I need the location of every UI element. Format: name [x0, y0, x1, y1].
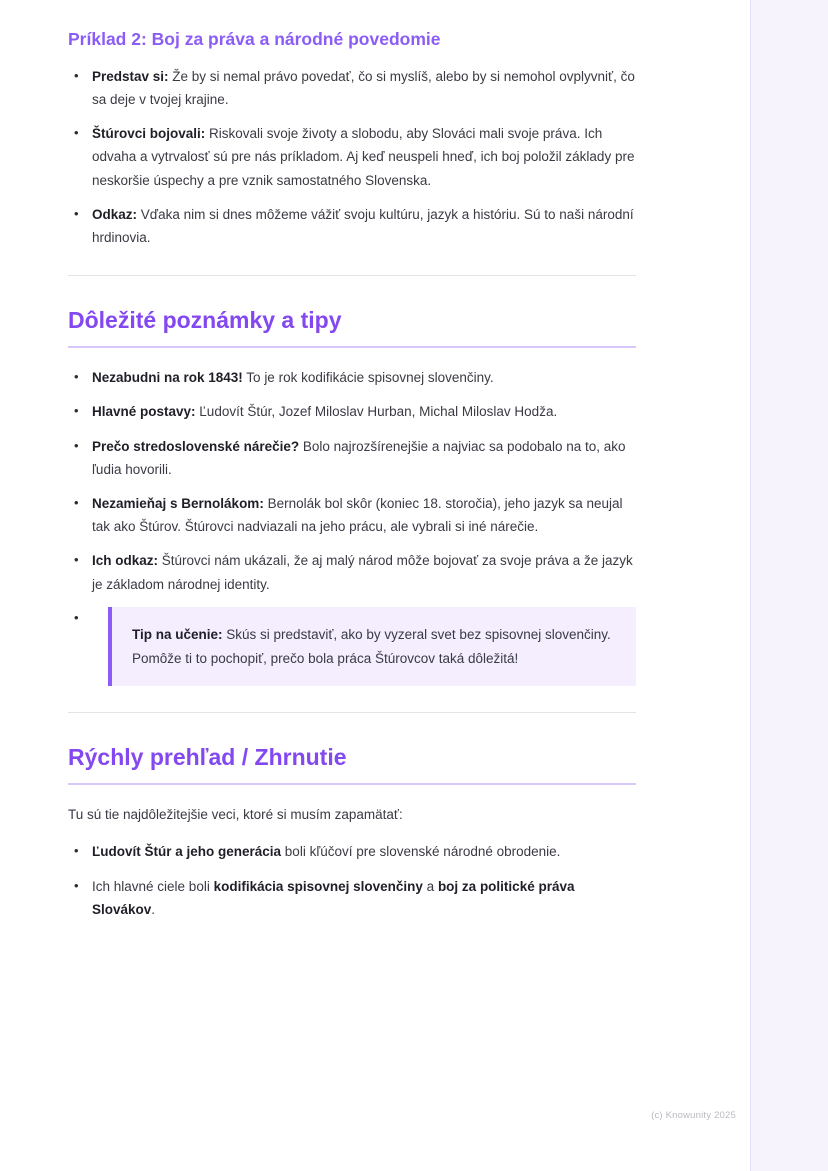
section-divider — [68, 712, 636, 713]
list-item-lead: Nezamieňaj s Bernolákom: — [92, 496, 264, 512]
bullet-icon: • — [74, 205, 79, 221]
list-item-lead: kodifikácia spisovnej slovenčiny — [213, 878, 423, 894]
tip-callout — [108, 607, 636, 686]
list-item — [74, 400, 636, 423]
bullet-icon: • — [74, 369, 79, 385]
section3-list — [68, 840, 636, 921]
list-item-text: Ľudovít Štúr, Jozef Miloslav Hurban, Michal Miloslav Hodža. — [195, 404, 558, 420]
section1-list — [68, 65, 636, 250]
list-item-text: Riskovali svoje životy a slobodu, aby Slováci mali svoje práva. Ich odvaha a vytrvalosť sú pre nás príkladom. Aj keď neuspeli hneď, ich boj položil základy pre neskoršie úspechy a pre vznik samostatného Slovenska. — [92, 126, 635, 188]
bullet-icon: • — [74, 67, 79, 83]
section1-heading: Príklad 2: Boj za práva a národné povedomie — [68, 29, 441, 49]
list-item — [74, 122, 636, 192]
list-item-pre: Ich hlavné ciele boli — [92, 878, 214, 894]
section-rychly-prehlad — [68, 743, 636, 921]
list-item — [74, 366, 636, 389]
list-item-lead: Hlavné postavy: — [92, 404, 196, 420]
section-divider — [68, 275, 636, 276]
bullet-icon: • — [74, 877, 79, 893]
section-priklad-2 — [68, 28, 636, 249]
list-item — [74, 875, 636, 921]
list-item-text: Štúrovci nám ukázali, že aj malý národ môže bojovať za svoje práva a že jazyk je základom národnej identity. — [92, 553, 633, 592]
list-item-text: . — [151, 901, 156, 917]
bullet-icon: • — [74, 403, 79, 419]
list-item-text: Že by si nemal právo povedať, čo si myslíš, alebo by si nemohol ovplyvniť, čo sa deje v tvojej krajine. — [92, 68, 635, 107]
section3-heading: Rýchly prehľad / Zhrnutie — [68, 744, 347, 771]
list-item — [74, 549, 636, 595]
section2-list — [68, 366, 636, 686]
bullet-icon: • — [74, 495, 79, 511]
list-item — [74, 840, 636, 863]
list-item-text: Vďaka nim si dnes môžeme vážiť svoju kultúru, jazyk a históriu. Sú to naši národní hrdinovia. — [92, 206, 634, 246]
list-item-lead: Nezabudni na rok 1843! — [92, 370, 243, 386]
section-dolezite-poznamky — [68, 306, 636, 686]
document-content — [68, 28, 636, 932]
list-item — [74, 492, 636, 538]
section2-heading: Dôležité poznámky a tipy — [68, 307, 342, 334]
bullet-icon: • — [74, 437, 79, 453]
list-item-lead: Prečo stredoslovenské nárečie? — [92, 438, 300, 454]
list-item-text: Bolo najrozšírenejšie a najviac sa podobalo na to, ako ľudia hovorili. — [92, 438, 626, 477]
list-item — [74, 203, 636, 249]
list-item-lead-2: boj za politické práva Slovákov — [92, 878, 575, 917]
list-item-mid: a — [422, 878, 438, 894]
list-item-tip — [74, 607, 636, 686]
page-side-rail — [750, 0, 828, 1171]
copyright-footer: (c) Knowunity 2025 — [651, 1110, 736, 1121]
list-item-lead: Odkaz: — [92, 206, 138, 222]
list-item — [74, 435, 636, 481]
list-item-text: boli kľúčoví pre slovenské národné obrodenie. — [281, 844, 561, 860]
bullet-icon: • — [74, 125, 79, 141]
list-item-lead: Predstav si: — [92, 68, 169, 84]
tip-lead: Tip na učenie: — [132, 626, 223, 642]
section3-intro: Tu sú tie najdôležitejšie veci, ktoré si musím zapamätať: — [68, 807, 403, 823]
list-item-lead: Štúrovci bojovali: — [92, 126, 206, 142]
list-item-text: To je rok kodifikácie spisovnej slovenčiny. — [242, 370, 494, 386]
list-item-text: Bernolák bol skôr (koniec 18. storočia), jeho jazyk sa neujal tak ako Štúrov. Štúrovci nadviazali na jeho prácu, ale vybrali si iné nárečie. — [92, 496, 623, 535]
list-item-lead: Ich odkaz: — [92, 553, 159, 569]
tip-text: Skús si predstaviť, ako by vyzeral svet bez spisovnej slovenčiny. Pomôže ti to pochopiť, prečo bola práca Štúrovcov taká dôležitá! — [132, 626, 611, 666]
heading-underline — [68, 783, 636, 785]
list-item — [74, 65, 636, 111]
heading-underline — [68, 346, 636, 348]
bullet-icon: • — [74, 843, 79, 859]
bullet-icon: • — [74, 609, 79, 625]
list-item-lead: Ľudovít Štúr a jeho generácia — [92, 844, 282, 860]
bullet-icon: • — [74, 552, 79, 568]
